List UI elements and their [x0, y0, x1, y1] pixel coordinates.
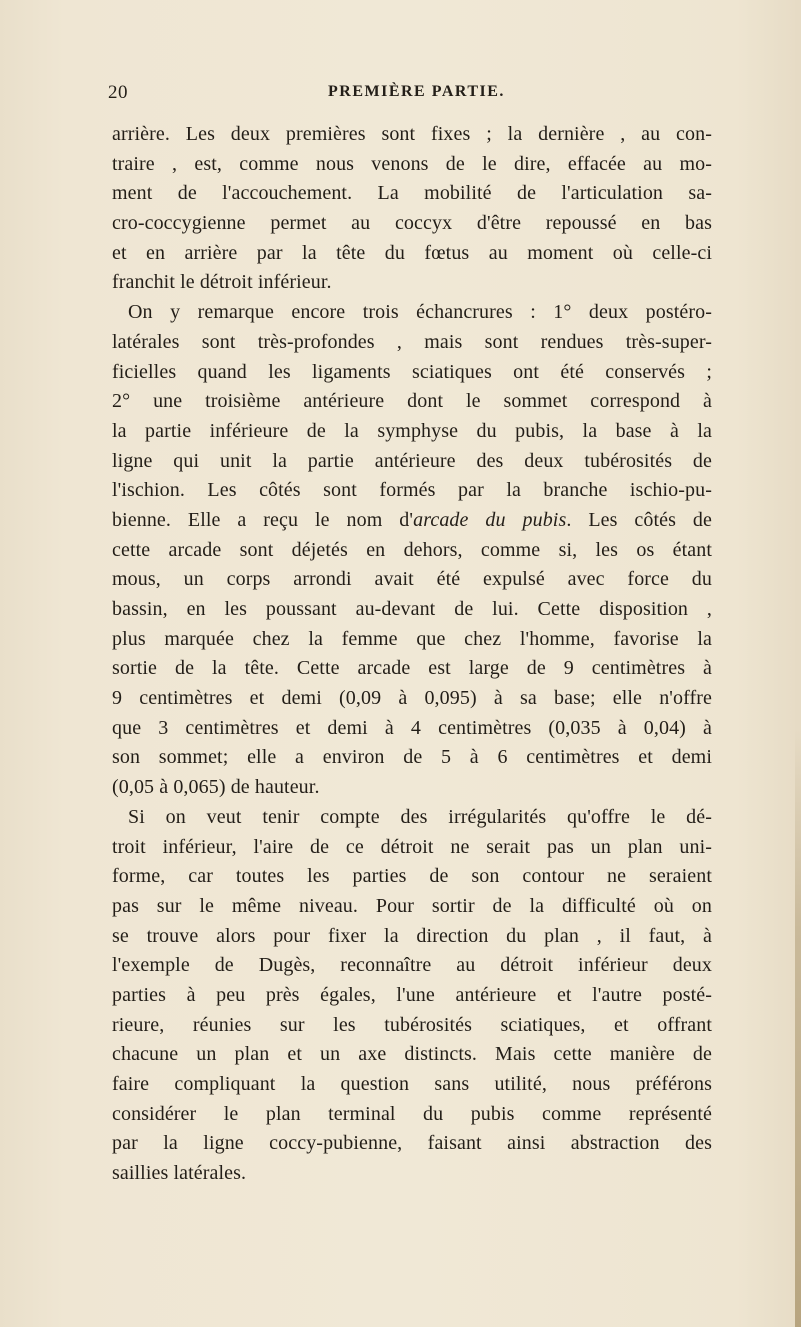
running-title: PREMIÈRE PARTIE.	[328, 83, 505, 100]
page-header	[108, 82, 708, 112]
text-segment: bienne. Elle a reçu le nom d'	[112, 508, 414, 531]
text-line: 2° une troisième antérieure dont le sommet correspond à	[112, 390, 712, 413]
text-line: par la ligne coccy-pubienne, faisant ainsi abstraction des	[112, 1132, 712, 1155]
text-line: mous, un corps arrondi avait été expulsé avec force du	[112, 568, 712, 591]
text-line: ficielles quand les ligaments sciatiques ont été conservés ;	[112, 360, 712, 383]
text-line	[112, 506, 712, 536]
text-line: rieure, réunies sur les tubérosités sciatiques, et offrant	[112, 1013, 712, 1036]
text-line: traire , est, comme nous venons de le dire, effacée au mo-	[112, 152, 712, 175]
text-line: considérer le plan terminal du pubis comme représenté	[112, 1102, 712, 1125]
text-line: ligne qui unit la partie antérieure des deux tubérosités de	[112, 449, 712, 472]
text-line: On y remarque encore trois échancrures : 1° deux postéro-	[128, 301, 712, 324]
text-line: cette arcade sont déjetés en dehors, comme si, les os étant	[112, 538, 712, 561]
text-line: 9 centimètres et demi (0,09 à 0,095) à sa base; elle n'offre	[112, 687, 712, 710]
text-line: pas sur le même niveau. Pour sortir de la difficulté où on	[112, 894, 712, 917]
text-line: arrière. Les deux premières sont fixes ; la dernière , au con-	[112, 123, 712, 145]
italic-term: arcade du pubis	[413, 508, 567, 531]
text-line: bassin, en les poussant au-devant de lui. Cette disposition ,	[112, 598, 712, 620]
page-number: 20	[108, 82, 128, 103]
text-line: cro-coccygienne permet au coccyx d'être repoussé en bas	[112, 212, 712, 235]
text-segment: . Les côtés de	[566, 508, 712, 531]
page-edge	[795, 0, 801, 1327]
text-line: sortie de la tête. Cette arcade est large de 9 centimètres à	[112, 657, 712, 680]
text-line: plus marquée chez la femme que chez l'homme, favorise la	[112, 627, 712, 650]
text-line: ment de l'accouchement. La mobilité de l'articulation sa-	[112, 182, 712, 205]
text-line: et en arrière par la tête du fœtus au moment où celle-ci	[112, 241, 712, 264]
text-line: que 3 centimètres et demi à 4 centimètres (0,035 à 0,04) à	[112, 716, 712, 739]
text-line: troit inférieur, l'aire de ce détroit ne serait pas un plan uni-	[112, 835, 712, 858]
text-line: franchit le détroit inférieur.	[112, 271, 332, 294]
text-line: l'ischion. Les côtés sont formés par la branche ischio-pu-	[112, 479, 712, 502]
text-line: son sommet; elle a environ de 5 à 6 centimètres et demi	[112, 746, 712, 769]
text-line: forme, car toutes les parties de son contour ne seraient	[112, 865, 712, 888]
text-line: (0,05 à 0,065) de hauteur.	[112, 776, 320, 799]
text-line: parties à peu près égales, l'une antérieure et l'autre posté-	[112, 983, 712, 1006]
body-text	[112, 120, 712, 1189]
text-line: chacune un plan et un axe distincts. Mais cette manière de	[112, 1043, 712, 1066]
text-line: l'exemple de Dugès, reconnaître au détroit inférieur deux	[112, 954, 712, 977]
text-line: Si on veut tenir compte des irrégularités qu'offre le dé-	[128, 805, 712, 828]
text-line: se trouve alors pour fixer la direction du plan , il faut, à	[112, 924, 712, 947]
text-line: la partie inférieure de la symphyse du pubis, la base à la	[112, 419, 712, 442]
text-line: latérales sont très-profondes , mais sont rendues très-super-	[112, 330, 712, 353]
text-line: saillies latérales.	[112, 1162, 247, 1185]
text-line: faire compliquant la question sans utilité, nous préférons	[112, 1073, 712, 1095]
